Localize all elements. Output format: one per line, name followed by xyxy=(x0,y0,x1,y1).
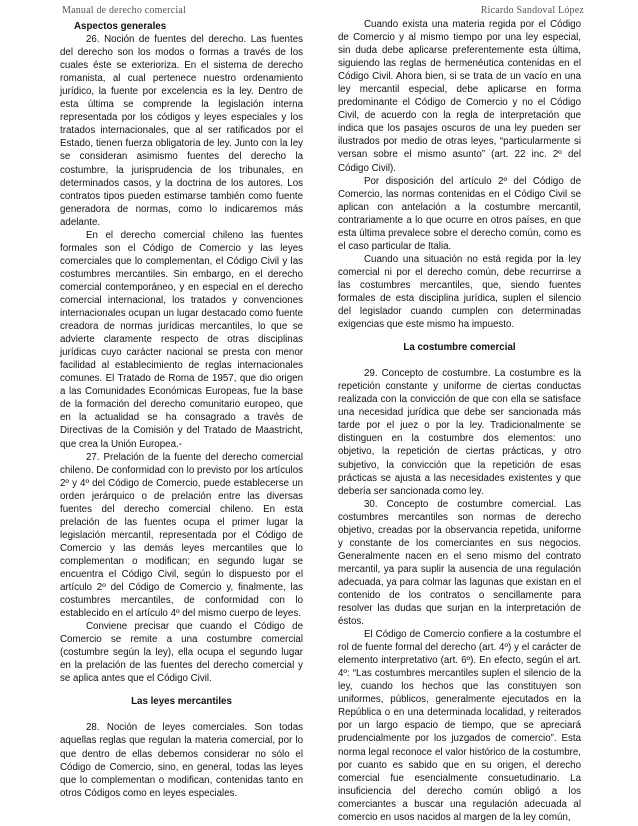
paragraph-codigo-confiere: El Código de Comercio confiere a la costumbre el rol de fuente formal del derecho (art. 4º) y el carácter de elemento interpretativo (art. 6º). En efecto, según el art. 4º: “Las costumbres mercantiles suplen el silencio de la ley, cuando los hechos que las constituyen son uniformes, públicos, generalmente ejecutados en la República o en una determinada localidad, y reiterados por un largo espacio de tiempo, que se apreciará prudencialmente por los juzgados de comercio”. Esta norma legal reconoce el valor histórico de la costumbre, por cuanto es sabido que en su origen, el derecho comercial fue esencialmente consuetudinario. La insuficiencia del derecho común obligó a los comerciantes a buscar una regulación adecuada al comercio en usos nacidos al margen de la ley común, xyxy=(338,629,581,823)
right-column xyxy=(338,18,581,824)
paragraph-30: 30. Concepto de costumbre comercial. Las costumbres mercantiles son normas de derecho objetivo, creadas por la observancia repetida, uniforme y constante de los comerciantes en sus negocios. Generalmente nacen en el seno mismo del contrato mercantil, ya para suplir la ausencia de una regulación adecuada, ya para colmar las lagunas que existan en el contenido de los contratos o sencillamente para resolver las dudas que surjan en la interpretación de éstos. xyxy=(338,498,581,628)
paragraph-conviene-precisar: Conviene precisar que cuando el Código de Comercio se remite a una costumbre comercial (costumbre según la ley), ella ocupa el segundo lugar en la prelación de las fuentes del derecho comercial y se aplica antes que el Código Civil. xyxy=(60,621,303,685)
paragraph-28: 28. Noción de leyes comerciales. Son todas aquellas reglas que regulan la materia comercial, por lo que dentro de ellas debemos considerar no sólo el Código de Comercio, sino, en general, todas las leyes que lo complementan o modifican, contenidas tanto en otros Códigos como en leyes especiales. xyxy=(60,722,303,799)
paragraph-materia-regida: Cuando exista una materia regida por el Código de Comercio y al mismo tiempo por una ley especial, sin duda debe aplicarse preferentemente esta última, siguiendo las reglas de hermenéutica contenidas en el Código Civil. Ahora bien, si se trata de un vacío en una ley mercantil especial, debe aplicarse en forma predominante el Código de Comercio y no el Código Civil, de acuerdo con la regla de interpretación que indica que los pasajes oscuros de una ley pueden ser ilustrados por medio de otras leyes, “particularmente si versan sobre el mismo asunto” (art. 22 inc. 2º del Código Civil). xyxy=(338,19,581,174)
section-heading-aspectos-generales: Aspectos generales xyxy=(74,21,167,32)
paragraph-27: 27. Prelación de la fuente del derecho comercial chileno. De conformidad con lo previsto por los artículos 2º y 4º del Código de Comercio, puede establecerse un orden jerárquico o de prelación entre las diversas fuentes del derecho comercial chileno. En esta prelación de las fuentes ocupa el primer lugar la legislación mercantil, representada por el Código de Comercio y las demás leyes mercantiles que lo complementan o modifican; en segundo lugar se encuentra el Código Civil, según lo dispuesto por el artículo 2º del Código de Comercio y, finalmente, las costumbres mercantiles, de conformidad con lo establecido en el artículo 4º del mismo cuerpo de leyes. xyxy=(60,451,303,620)
section-heading-costumbre-comercial: La costumbre comercial xyxy=(403,342,516,354)
paragraph-situacion-no-regida: Cuando una situación no está regida por la ley comercial ni por el derecho común, debe recurrirse a las costumbres mercantiles, que, siendo fuentes formales de esta disciplina jurídica, suplen el silencio del legislador cuando cumplen con determinadas exigencias que este mismo ha impuesto. xyxy=(338,253,581,331)
header-author: Ricardo Sandoval López xyxy=(480,5,584,16)
paragraph-29: 29. Concepto de costumbre. La costumbre es la repetición constante y uniforme de ciertas conductas realizada con la convicción de que con ella se satisface una necesidad jurídica que debe ser sancionada más tarde por el juez o por la ley. Tradicionalmente se distinguen en la costumbre dos elementos: uno objetivo, la repetición de ciertas prácticas, y otro subjetivo, la convicción que la repetición de esas prácticas se ajusta a las necesidades existentes y que debería ser sancionada como ley. xyxy=(338,368,581,497)
section-heading-leyes-mercantiles: Las leyes mercantiles xyxy=(131,696,232,708)
left-column xyxy=(60,18,303,800)
paragraph-fuentes-formales: En el derecho comercial chileno las fuentes formales son el Código de Comercio y las leyes comerciales que lo complementan, el Código Civil y las costumbres mercantiles. Sin embargo, en el derecho comercial contemporáneo, y en especial en el derecho comercial internacional, los tratados y convenciones internacionales ocupan un lugar destacado como fuente creadora de normas jurídicas mercantiles, lo que se advierte claramente respecto de otras disciplinas jurídicas cuyo carácter nacional se presta con menor facilidad al establecimiento de reglas internacionales comunes. El Tratado de Roma de 1957, que dio origen a las Comunidades Económicas Europeas, fue la base de la formación del derecho comunitario europeo, que en la actualidad se ha consagrado a través de Directivas de la Comisión y del Tratado de Maastricht, que crea la Unión Europea.- xyxy=(60,229,303,450)
paragraph-articulo-2: Por disposición del artículo 2º del Código de Comercio, las normas contenidas en el Código Civil se aplican con antelación a la costumbre mercantil, contrariamente a lo que ocurre en otros países, en que esta última prevalece sobre el derecho común, como es el caso particular de Italia. xyxy=(338,175,581,252)
header-book-title: Manual de derecho comercial xyxy=(62,5,186,16)
paragraph-26: 26. Noción de fuentes del derecho. Las fuentes del derecho son los modos o formas a través de los cuales éste se exterioriza. En el sistema de derecho romanista, al cual pertenece nuestro ordenamiento jurídico, la fuente por excelencia es la ley. Dentro de esta última se comprende la legislación interna representada por los códigos y leyes especiales y los tratados internacionales, que al ser ratificados por el Estado, tienen fuerza obligatoria de ley. Junto con la ley se consideran asimismo fuentes del derecho la costumbre, la jurisprudencia de los tribunales, en determinados casos, y la doctrina de los autores. Los contratos tipos pueden estimarse también como fuente generadora de normas, como lo indicaremos más adelante. xyxy=(60,34,303,228)
